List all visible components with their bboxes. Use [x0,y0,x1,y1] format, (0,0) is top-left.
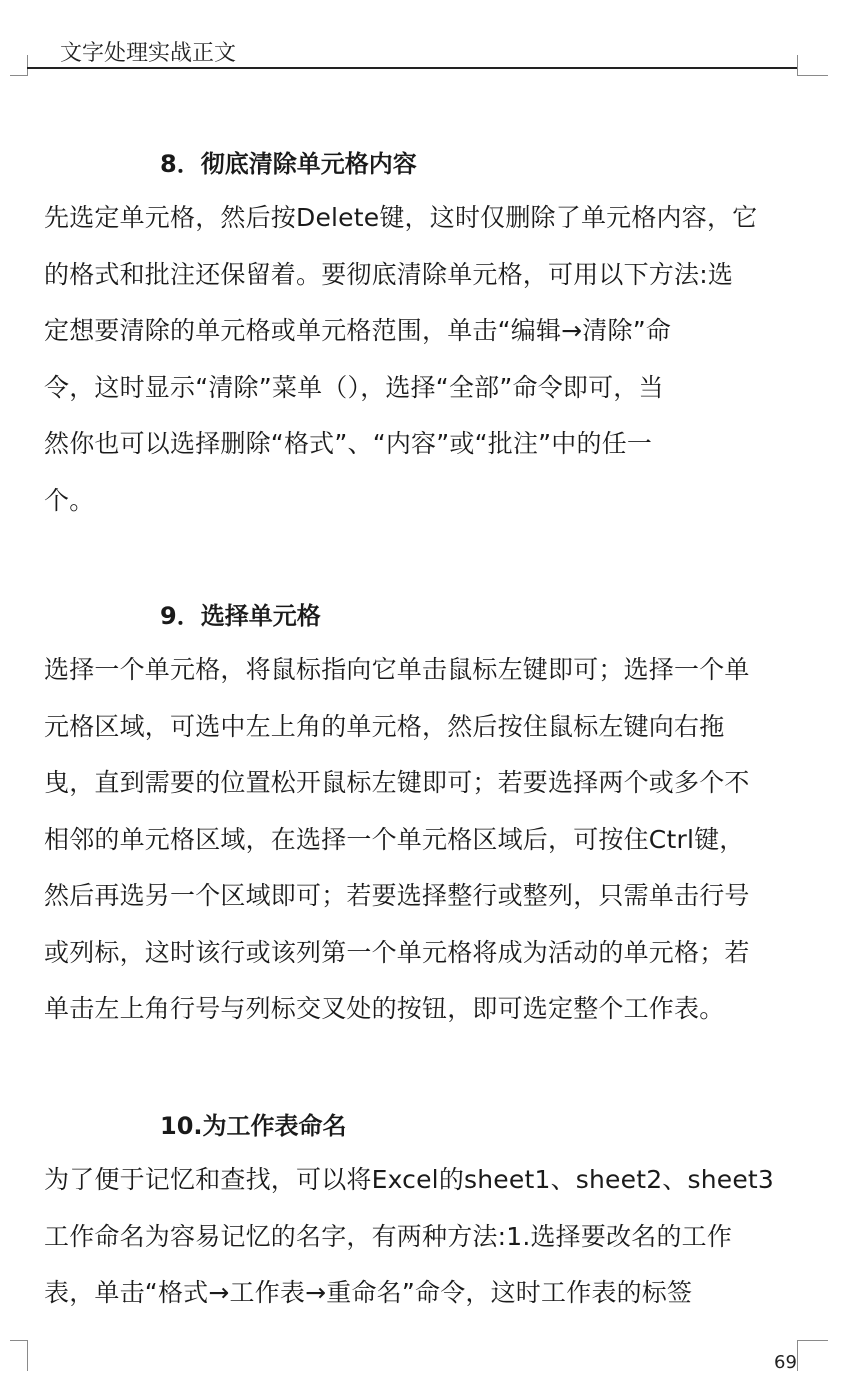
page-number: 69 [774,1352,797,1373]
header-rule [27,67,797,69]
running-header-title: 文字处理实战正文 [60,41,237,66]
crop-mark-bottom-right [797,1340,828,1371]
text-line: 令，这时显示“清除”菜单（），选择“全部”命令即可，当 [44,372,664,402]
text-line: 或列标，这时该行或该列第一个单元格将成为活动的单元格；若 [44,937,750,967]
text-line: 单击左上角行号与列标交叉处的按钮，即可选定整个工作表。 [44,994,725,1023]
text-line: 元格区域，可选中左上角的单元格，然后按住鼠标左键向右拖 [44,711,725,741]
text-line: 定想要清除的单元格或单元格范围，单击“编辑→清除”命 [44,316,672,345]
crop-mark-bottom-left [10,1340,28,1371]
section-heading-8: 8．彻底清除单元格内容 [160,150,417,178]
crop-mark-top-left [10,55,28,76]
text-line: 为了便于记忆和查找，可以将Excel的sheet1、sheet2、sheet3 [44,1165,775,1194]
section-9-body [44,642,804,1038]
text-line: 先选定单元格，然后按Delete键，这时仅删除了单元格内容，它 [44,203,758,232]
text-line: 工作命名为容易记忆的名字，有两种方法:1.选择要改名的工作 [44,1221,733,1251]
text-line: 表，单击“格式→工作表→重命名”命令，这时工作表的标签 [44,1278,693,1307]
section-heading-10: 10.为工作表命名 [160,1112,347,1140]
text-line: 的格式和批注还保留着。要彻底清除单元格，可用以下方法:选 [44,259,734,289]
text-line: 然你也可以选择删除“格式”、“内容”或“批注”中的任一 [44,429,653,458]
crop-mark-top-right [797,55,828,76]
section-heading-9: 9．选择单元格 [160,602,321,630]
text-line: 个。 [44,485,95,515]
text-line: 然后再选另一个区域即可；若要选择整行或整列，只需单击行号 [44,881,750,910]
text-line: 相邻的单元格区域，在选择一个单元格区域后，可按住Ctrl键， [44,824,745,854]
section-10-body [44,1152,804,1322]
text-line: 曳，直到需要的位置松开鼠标左键即可；若要选择两个或多个不 [44,768,750,797]
section-8-body [44,190,804,529]
text-line: 选择一个单元格，将鼠标指向它单击鼠标左键即可；选择一个单 [44,655,750,684]
